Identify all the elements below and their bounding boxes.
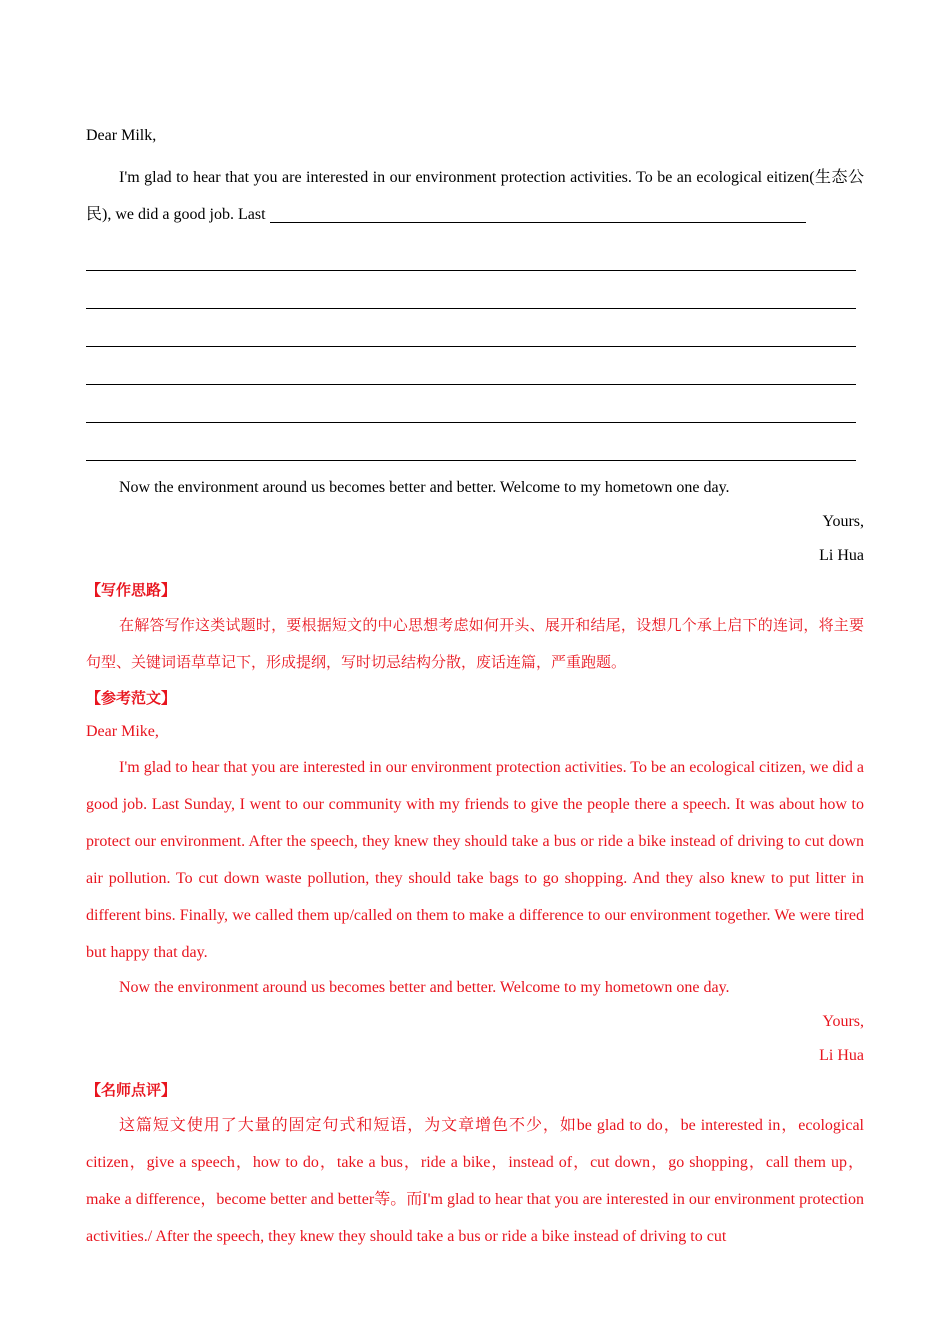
sample-closing-paragraph: Now the environment around us becomes better and better. Welcome to my hometown one day. bbox=[119, 979, 730, 996]
writing-blank-inline[interactable] bbox=[270, 221, 806, 223]
writing-blank-line[interactable] bbox=[86, 272, 856, 309]
sample-sign-off: Yours, bbox=[822, 1013, 864, 1030]
sample-body: I'm glad to hear that you are interested in our environment protection activities. To be an ecological citizen, we did a good job. Last Sunday, I went to our community with my friends to give the people there a speech. It was about how to protect our environment. After the speech, they knew they should take a bus or ride a bike instead of driving to cut down air pollution. To cut down waste pollution, they should take bags to go shopping. And they also knew to put litter in different bins. Finally, we called them up/called on them to make a difference to our environment together. We were tired but happy that day. bbox=[86, 759, 864, 961]
review-text: 这篇短文使用了大量的固定句式和短语，为文章增色不少，如be glad to do，be interested in，ecological citizen，give a speech，how to do，take a bus，ride a bike，instead of，cut down，go shopping，call them up，make a difference，become better and better等。而I'm glad to hear that you are interested in our environment protection activities./ After the speech, they knew they should take a bus or ride a bike instead of driving to cut bbox=[86, 1117, 864, 1245]
letter-opening-paragraph bbox=[86, 159, 864, 233]
writing-blank-line[interactable] bbox=[86, 310, 856, 347]
letter-salutation: Dear Milk, bbox=[86, 127, 157, 144]
document-content bbox=[86, 125, 864, 1255]
letter-closing-paragraph: Now the environment around us becomes better and better. Welcome to my hometown one day. bbox=[119, 479, 730, 496]
approach-text: 在解答写作这类试题时，要根据短文的中心思想考虑如何开头、展开和结尾，设想几个承上启下的连词，将主要句型、关键词语草草记下，形成提纲，写时切忌结构分散，废话连篇，严重跑题。 bbox=[86, 616, 864, 671]
letter-signature: Li Hua bbox=[819, 547, 864, 564]
review-heading: 【名师点评】 bbox=[86, 1081, 177, 1099]
sample-heading: 【参考范文】 bbox=[86, 689, 177, 707]
writing-blank-line[interactable] bbox=[86, 424, 856, 461]
approach-heading: 【写作思路】 bbox=[86, 581, 177, 599]
sample-salutation: Dear Mike, bbox=[86, 723, 159, 740]
letter-opening-text: I'm glad to hear that you are interested in our environment protection activities. To be an ecological eitizen(生态公民), we did a good job. Last bbox=[86, 169, 864, 223]
writing-blank-line[interactable] bbox=[86, 348, 856, 385]
sample-signature: Li Hua bbox=[819, 1047, 864, 1064]
writing-blank-line[interactable] bbox=[86, 386, 856, 423]
writing-blank-line[interactable] bbox=[86, 234, 856, 271]
letter-sign-off: Yours, bbox=[822, 513, 864, 530]
